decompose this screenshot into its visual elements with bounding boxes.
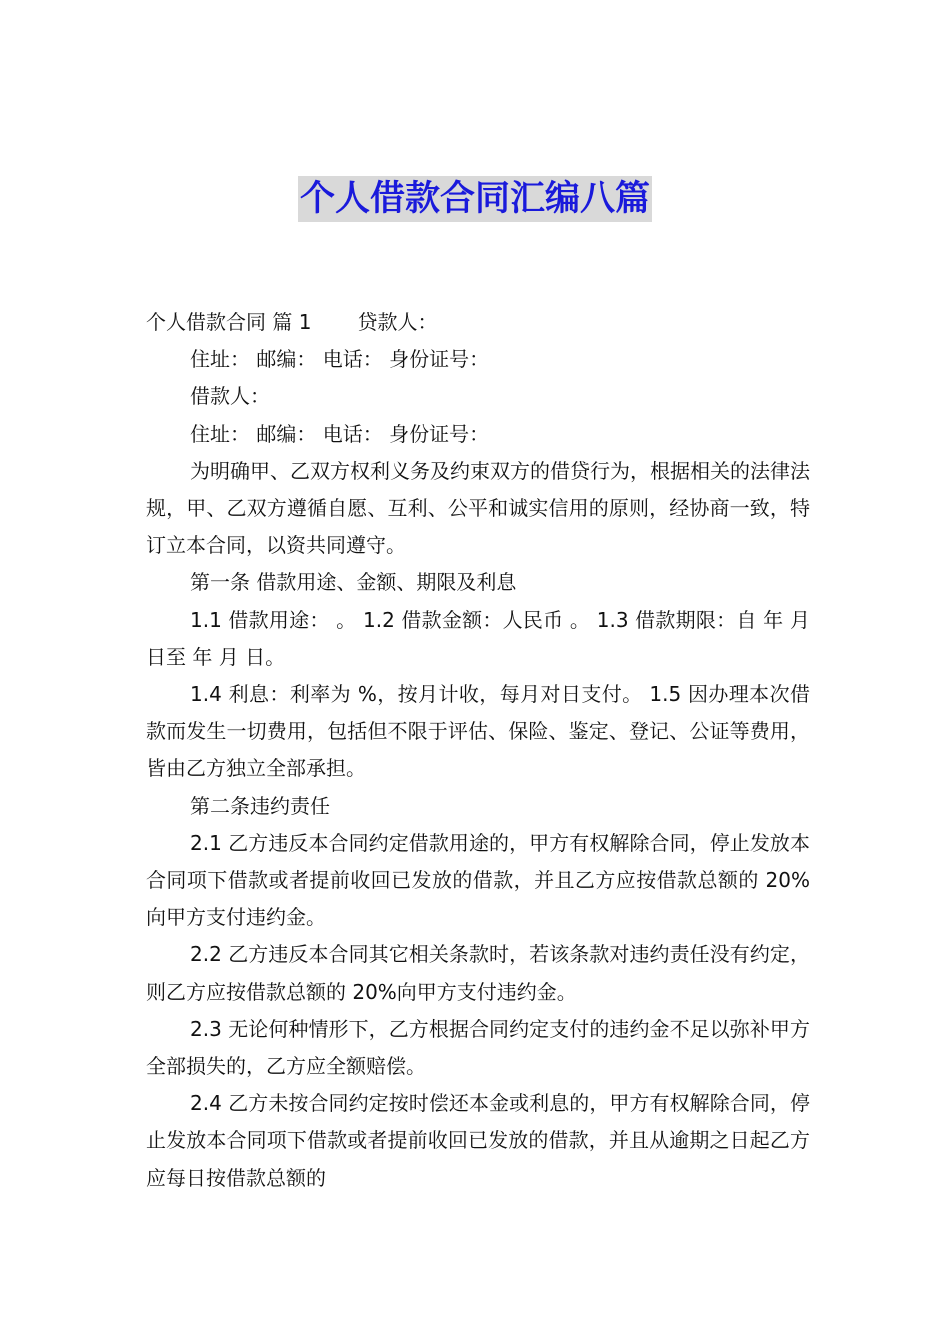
title-container [0, 176, 950, 222]
clause-2-4: 2.4 乙方未按合同约定按时偿还本金或利息的，甲方有权解除合同，停止发放本合同项下借款或者提前收回已发放的借款，并且从逾期之日起乙方应每日按借款总额的 [146, 1091, 810, 1190]
document-body [146, 304, 810, 1197]
clause-2-3: 2.3 无论何种情形下，乙方根据合同约定支付的违约金不足以弥补甲方全部损失的，乙方应全额赔偿。 [146, 1016, 810, 1079]
lender-address-line: 住址： 邮编： 电话： 身份证号： [190, 347, 490, 372]
clause-2-1: 2.1 乙方违反本合同约定借款用途的，甲方有权解除合同，停止发放本合同项下借款或者提前收回已发放的借款，并且乙方应按借款总额的 20%向甲方支付违约金。 [146, 830, 810, 930]
lender-label: 贷款人： [357, 310, 438, 334]
preamble-paragraph: 为明确甲、乙双方权利义务及约束双方的借贷行为，根据相关的法律法规，甲、乙双方遵循自愿、互利、公平和诚实信用的原则，经协商一致，特订立本合同，以资共同遵守。 [146, 458, 810, 558]
article-two-heading: 第二条违约责任 [190, 793, 330, 818]
intro-line [146, 304, 810, 341]
clause-2-2: 2.2 乙方违反本合同其它相关条款时，若该条款对违约责任没有约定，则乙方应按借款总额的 20%向甲方支付违约金。 [146, 942, 810, 1004]
contract-heading: 个人借款合同 篇 1 [146, 310, 312, 334]
borrower-address-line: 住址： 邮编： 电话： 身份证号： [190, 421, 490, 446]
borrower-label: 借款人： [190, 384, 270, 409]
clause-1-4-to-1-5: 1.4 利息：利率为 %，按月计收，每月对日支付。 1.5 因办理本次借款而发生一切费用，包括但不限于评估、保险、鉴定、登记、公证等费用，皆由乙方独立全部承担。 [146, 682, 810, 781]
article-one-heading: 第一条 借款用途、金额、期限及利息 [190, 570, 517, 595]
document-title: 个人借款合同汇编八篇 [298, 176, 652, 222]
clause-1-1-to-1-3: 1.1 借款用途： 。 1.2 借款金额：人民币 。 1.3 借款期限：自 年 月 日至 年 月 日。 [146, 607, 810, 669]
